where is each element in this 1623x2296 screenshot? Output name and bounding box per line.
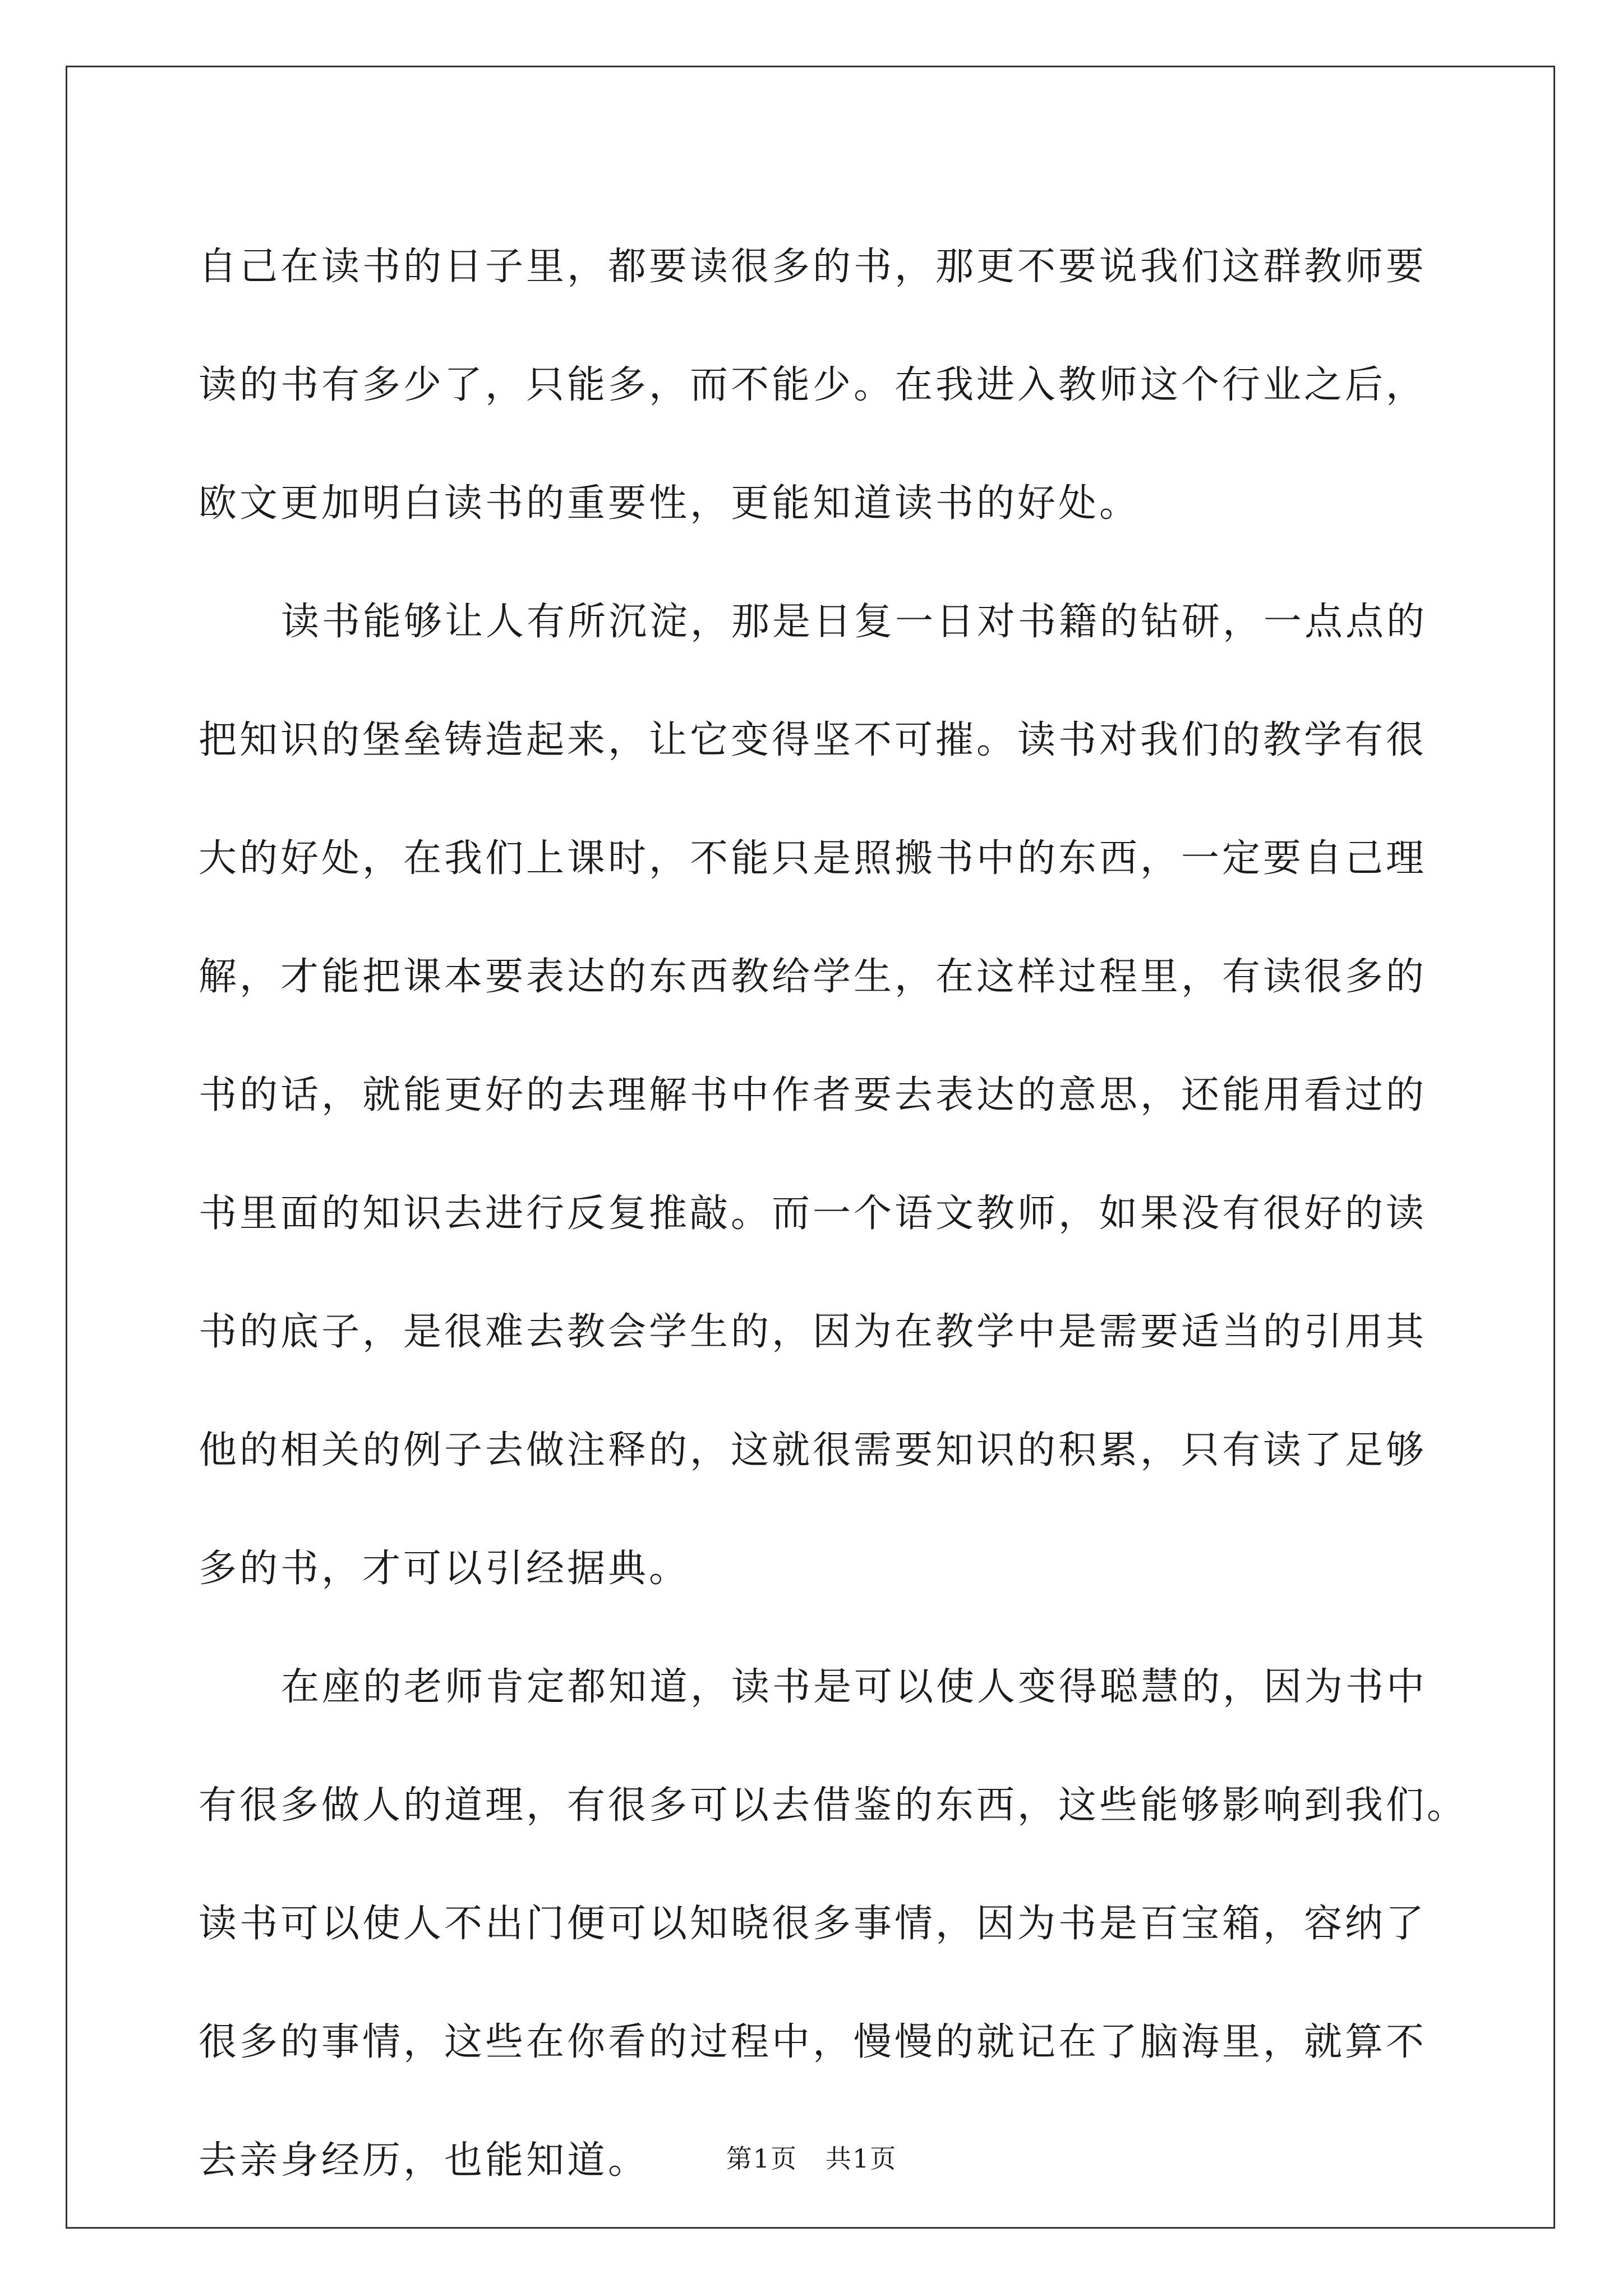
page-number-total: 共1页 <box>825 2143 897 2174</box>
text-line: 自己在读书的日子里，都要读很多的书，那更不要说我们这群教师要 <box>199 245 1427 289</box>
text-line: 把知识的堡垒铸造起来，让它变得坚不可摧。读书对我们的教学有很 <box>199 718 1427 762</box>
text-line: 解，才能把课本要表达的东西教给学生，在这样过程里，有读很多的 <box>199 955 1427 999</box>
text-line: 很多的事情，这些在你看的过程中，慢慢的就记在了脑海里，就算不 <box>199 2020 1427 2064</box>
text-line: 书的话，就能更好的去理解书中作者要去表达的意思，还能用看过的 <box>199 1073 1427 1117</box>
document-body <box>199 208 1468 2220</box>
text-line: 读书可以使人不出门便可以知晓很多事情，因为书是百宝箱，容纳了 <box>199 1902 1427 1946</box>
page-footer <box>0 2138 1623 2175</box>
paragraph-3 <box>199 1628 1468 2220</box>
paragraph-1 <box>199 208 1449 563</box>
paragraph-2 <box>199 563 1449 1628</box>
text-line: 书里面的知识去进行反复推敲。而一个语文教师，如果没有很好的读 <box>199 1191 1427 1236</box>
text-line: 他的相关的例子去做注释的，这就很需要知识的积累，只有读了足够 <box>199 1428 1427 1473</box>
text-line: 书的底子，是很难去教会学生的，因为在教学中是需要适当的引用其 <box>199 1310 1427 1354</box>
text-line: 去亲身经历，也能知道。 <box>199 2138 649 2183</box>
page-number-current: 第1页 <box>726 2143 798 2174</box>
text-line: 读的书有多少了，只能多，而不能少。在我进入教师这个行业之后， <box>199 363 1427 407</box>
text-line: 欧文更加明白读书的重要性，更能知道读书的好处。 <box>199 481 1141 526</box>
text-line: 大的好处，在我们上课时，不能只是照搬书中的东西，一定要自己理 <box>199 836 1427 881</box>
text-line: 读书能够让人有所沉淀，那是日复一日对书籍的钻研，一点点的 <box>281 600 1428 644</box>
text-line: 在座的老师肯定都知道，读书是可以使人变得聪慧的，因为书中 <box>281 1665 1428 1709</box>
text-line: 有很多做人的道理，有很多可以去借鉴的东西，这些能够影响到我们。 <box>199 1783 1468 1828</box>
text-line: 多的书，才可以引经据典。 <box>199 1547 690 1591</box>
